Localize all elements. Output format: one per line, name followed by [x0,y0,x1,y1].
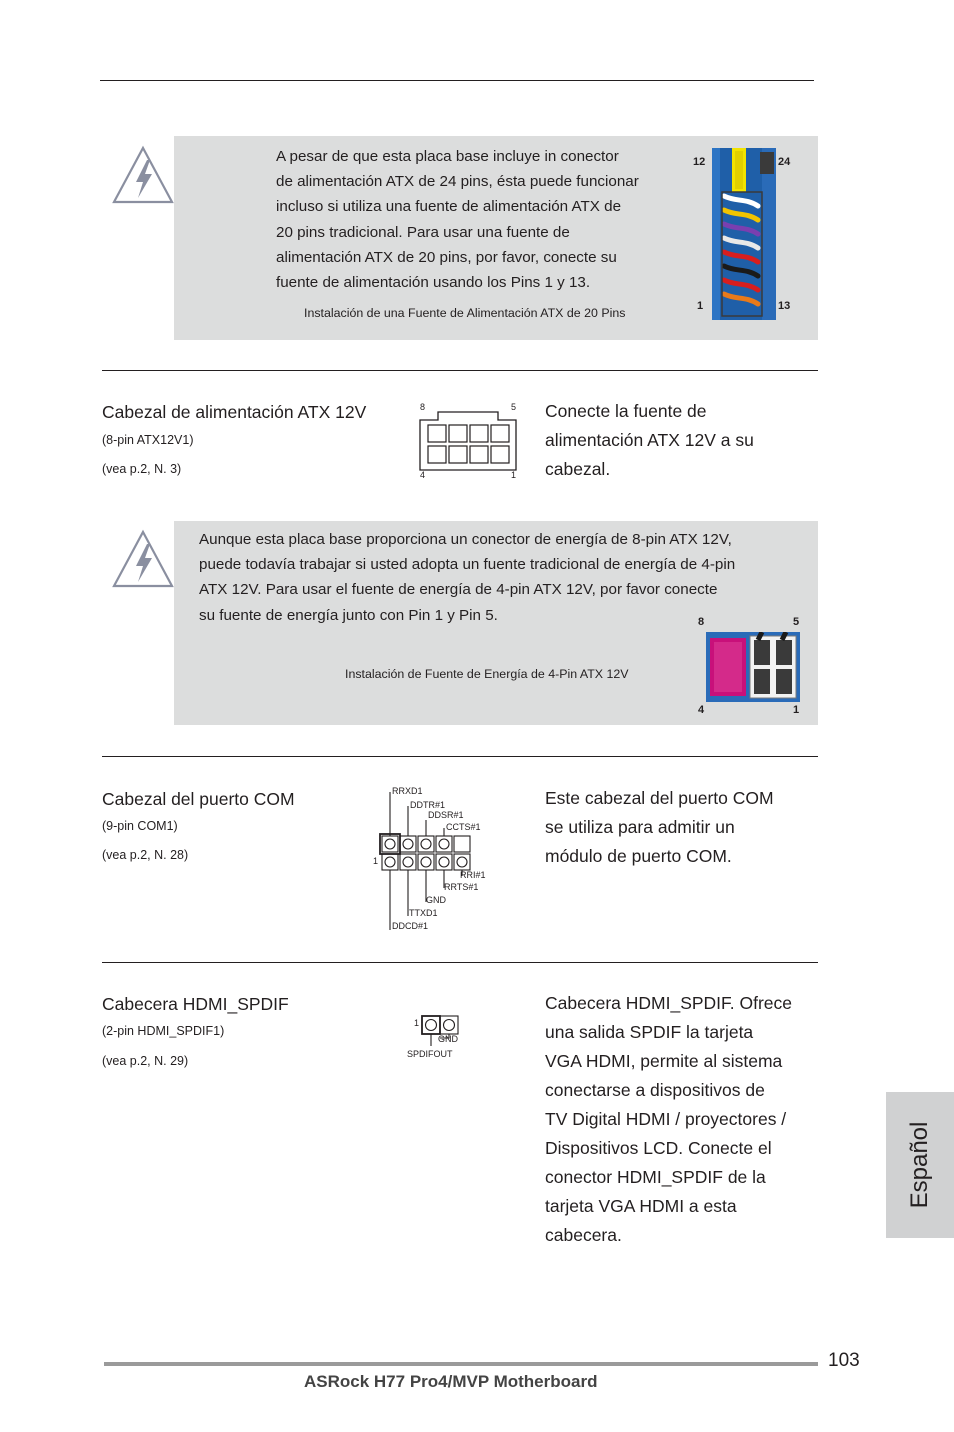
com-label-pin1: 1 [373,856,379,866]
pin-label: 5 [511,402,517,412]
atx12v-desc-line: alimentación ATX 12V a su [545,430,754,450]
language-tab [886,1092,954,1238]
com-label-ddcd1: DDCD#1 [392,921,429,931]
atx12v-connector-diagram [418,408,518,472]
note2-caption: Instalación de Fuente de Energía de 4-Pin ATX 12V [345,667,629,681]
com-label-ddsr1: DDSR#1 [428,810,464,820]
section-rule [102,370,818,371]
hdmi-pin-info: (2-pin HDMI_SPDIF1) [102,1024,225,1038]
pin-label: 4 [698,704,705,716]
note1-caption: Instalación de una Fuente de Alimentación ATX de 20 Pins [304,306,626,320]
section-rule [102,756,818,757]
hdmi-desc-line: TV Digital HDMI / proyectores / [545,1109,787,1129]
hdmi-label-pin1: 1 [414,1018,420,1028]
pin-label: 13 [778,300,791,312]
atx12v-page-ref: (vea p.2, N. 3) [102,462,182,476]
note2-line: su fuente de energía junto con Pin 1 y Pin 5. [199,606,498,624]
hdmi-desc-line: cabecera. [545,1225,622,1245]
atx12v-desc-line: cabezal. [545,459,611,479]
com-label-rrts1: RRTS#1 [444,882,479,892]
pin-label: 8 [420,402,426,412]
footer-title: ASRock H77 Pro4/MVP Motherboard [304,1372,598,1391]
hdmi-desc-line: una salida SPDIF la tarjeta [545,1022,754,1042]
note1-line: A pesar de que esta placa base incluye in conector [276,148,619,165]
pin-label: 8 [698,616,705,628]
note1-line: 20 pins tradicional. Para usar una fuente de [276,223,570,241]
com-label-rri1: RRI#1 [460,870,486,880]
hdmi-desc-line: conector HDMI_SPDIF de la [545,1167,766,1187]
com-pin-info: (9-pin COM1) [102,819,178,833]
com-label-gnd: GND [426,895,446,905]
hdmi-desc-line: tarjeta VGA HDMI a esta [545,1196,737,1216]
pin-label: 5 [793,616,800,628]
note1-line: alimentación ATX de 20 pins, por favor, conecte su [276,248,617,266]
hdmi-title: Cabecera HDMI_SPDIF [102,994,289,1014]
pin-label: 1 [697,300,704,312]
pin-label: 12 [693,156,706,168]
note2-line: puede todavía trabajar si usted adopta un fuente tradicional de energía de 4-pin [199,556,736,574]
footer-rule [104,1362,818,1366]
note1-text [276,144,686,295]
pin-label: 24 [778,156,791,168]
pin-label: 4 [420,470,426,480]
atx12v-description [545,397,754,484]
com-label-ddtr1: DDTR#1 [410,800,446,810]
note2-text [199,527,809,628]
pin-label: 1 [511,470,517,480]
atx12v-desc-line: Conecte la fuente de [545,401,707,421]
com-label-rrxd1: RRXD1 [392,786,423,796]
page-number: 103 [828,1350,860,1371]
atx12v-4pin-photo [706,632,800,702]
hdmi-description [545,989,792,1250]
com-label-ttxd1: TTXD1 [409,908,438,918]
warning-icon [110,144,176,206]
hdmi-page-ref: (vea p.2, N. 29) [102,1054,189,1068]
section-rule [102,962,818,963]
pin-label: 1 [793,704,800,716]
com-desc-line: Este cabezal del puerto COM [545,788,774,808]
note1-line: de alimentación ATX de 24 pins, ésta puede funcionar [276,173,639,191]
hdmi-desc-line: Cabecera HDMI_SPDIF. Ofrece [545,993,793,1013]
atx12v-title: Cabezal de alimentación ATX 12V [102,402,367,422]
com-desc-line: módulo de puerto COM. [545,846,732,866]
note1-line: incluso si utiliza una fuente de alimentación ATX de [276,198,622,216]
note2-line: ATX 12V. Para usar el fuente de energía de 4-pin ATX 12V, por favor conecte [199,581,718,599]
language-tab-label: Español [906,1121,933,1209]
note2-line: Aunque esta placa base proporciona un conector de energía de 8-pin ATX 12V, [199,531,732,548]
com-title: Cabezal del puerto COM [102,789,295,809]
atx-24pin-photo [712,148,776,320]
com-desc-line: se utiliza para admitir un [545,817,735,837]
top-rule [100,80,814,81]
warning-icon [110,528,176,590]
note1-line: fuente de alimentación usando los Pins 1 y 13. [276,274,591,292]
atx12v-pin-info: (8-pin ATX12V1) [102,433,194,447]
com-page-ref: (vea p.2, N. 28) [102,848,189,862]
hdmi-desc-line: conectarse a dispositivos de [545,1080,765,1100]
com-description [545,784,774,871]
hdmi-desc-line: Dispositivos LCD. Conecte el [545,1138,772,1158]
hdmi-label-gnd: GND [438,1034,458,1044]
hdmi-label-spdifout: SPDIFOUT [407,1049,453,1059]
com-label-ccts1: CCTS#1 [446,822,481,832]
hdmi-desc-line: VGA HDMI, permite al sistema [545,1051,783,1071]
